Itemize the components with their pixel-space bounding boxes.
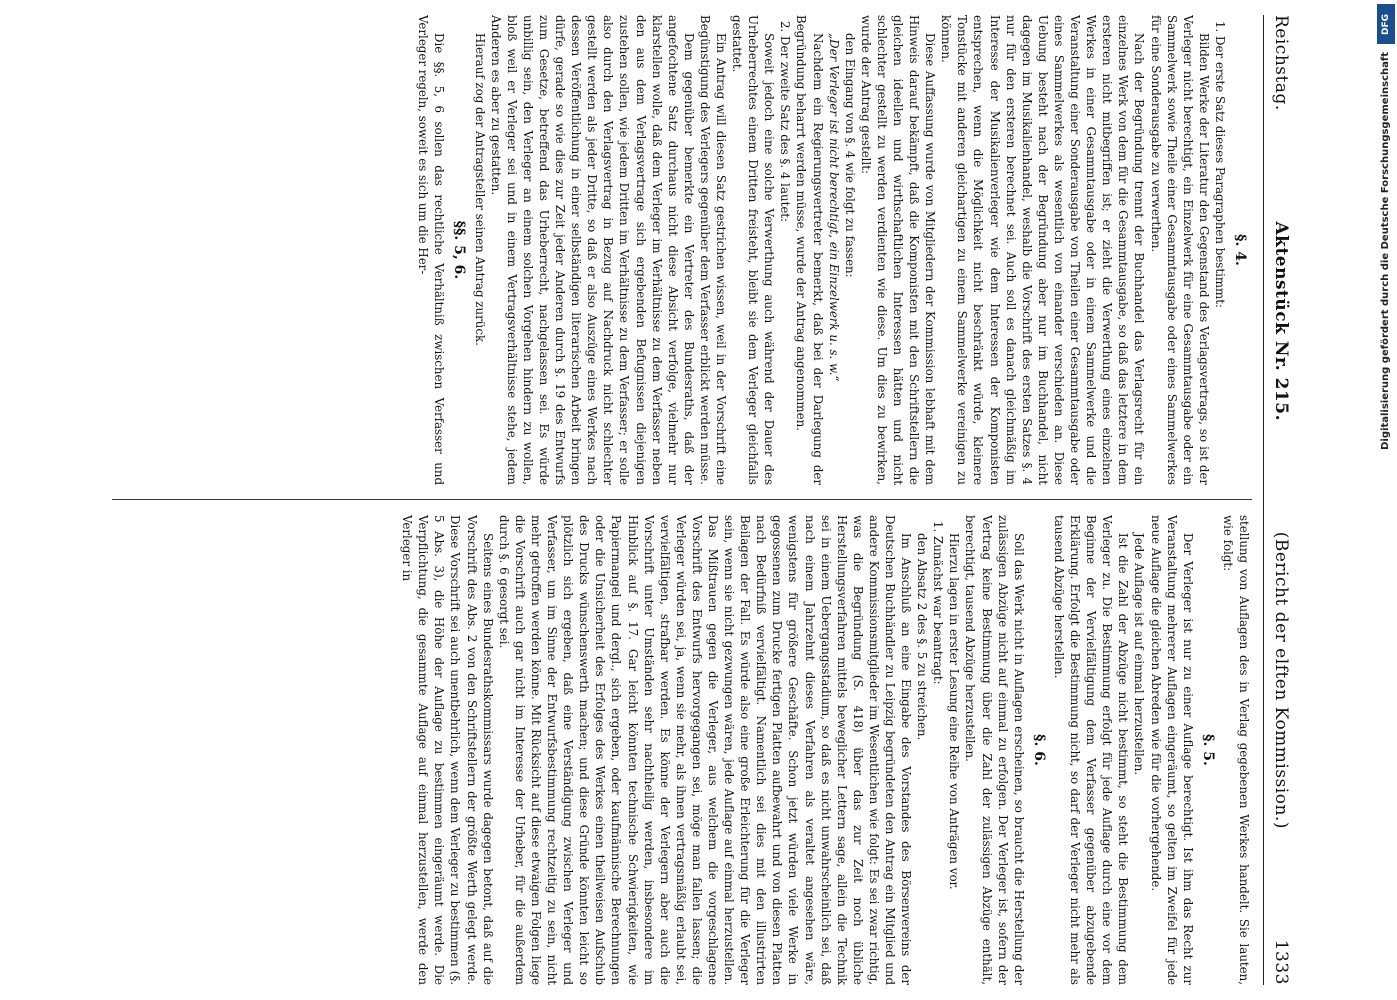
paragraph: Soll das Werk nicht in Auflagen erscheinen, so braucht die Herstellung der zulässigen Abzüge nicht auf einmal zu erfolgen. Der Verleger ist, sofern der Vertrag keine Bestimmung über die Zahl der zulässigen Abzüge enthält, berechtigt, tausend Abzüge herzustellen. bbox=[963, 515, 1026, 985]
text-columns bbox=[112, 15, 1252, 985]
header-document-number: Aktenstück Nr. 215. bbox=[1271, 221, 1291, 421]
quoted-text: „Der Verleger ist nicht berechtigt, ein Einzelwerk u. s. w.“ bbox=[826, 33, 841, 382]
paragraph: Hierauf zog der Antragsteller seinen Antrag zurück. bbox=[472, 33, 487, 346]
paragraph: Bilden Werke der Literatur den Gegenstand des Verlagsvertrags, so ist der Verleger nicht berechtigt, ein Einzelwerk für eine Gesammtausgabe oder ein Sammelwerk sowie Theile einer Gesammtausgabe oder eines Sammelwerkes für eine Sonderausgabe zu verwerthen. bbox=[1148, 15, 1211, 485]
dfg-logo: DFG bbox=[1377, 4, 1395, 44]
header-section-title: (Bericht der elften Kommission.) bbox=[1271, 531, 1291, 829]
paragraph: Nachdem ein Regierungsvertreter bemerkt, daß bei der Darlegung der Begründung beharrt werden müsse, wurde der Antrag angenommen. bbox=[794, 15, 825, 485]
paragraph: Dem gegenüber bemerkte ein Vertreter des Bundesraths, daß der angefochtene Satz durchaus nicht diese Absicht verfolge, vielmehr nur klarstellen wolle, daß dem Verleger im Verhältnisse zu dem Verfasser neben den aus dem Verlagsvertrage sich ergebenden Befugnissen diejenigen zustehen sollen, wie jedem Dritten im Verhältnisse zu dem Verfasser; er solle also durch den Verlagsvertrag in Bezug auf Nachdruck nicht schlechter gestellt werden als jeder Dritte, so daß er also Auszüge eines Werkes nach dessen Veröffentlichung in einer selbständigen literarischen Arbeit bringen dürfe, gerade so wie dies zur Zeit jeder Anderen durch §. 19 des Entwurfs zum Gesetze, betreffend das Urheberrecht, nachgelassen sei. Es würde unbillig sein, den Verleger an einem solchen Vorgehen hindern zu wollen, bloß weil er Verleger sei und in einem Vertragsverhältnisse stehe, jedem Anderen es aber zu gestatten. bbox=[488, 15, 696, 485]
right-column bbox=[112, 515, 1252, 985]
scanned-page bbox=[98, 15, 1298, 985]
paragraph: Seitens eines Bundesrathskommissars wurde dagegen betont, daß auf die Vorschrift des Abs. 2 von den Schriftstellern der größte Werth gelegt werde. Diese Vorschrift sei auch unentbehrlich, wenn dem Verleger zu bestimmen (§. 5 Abs. 3), die Höhe der Auflage zu bestimmen eingeräumt werde. Die Verpflichtung, die gesammte Auflage auf einmal herzustellen, werde den Verleger in bbox=[400, 515, 495, 985]
header-left: Reichstag. bbox=[1271, 15, 1291, 111]
page-header bbox=[1263, 15, 1298, 985]
paragraph: stellung von Auflagen des in Verlag gegebenen Werkes handelt. Sie lauten, wie folgt: bbox=[1220, 515, 1251, 985]
column-divider bbox=[112, 499, 1252, 500]
paragraph: Im Anschluß an eine Eingabe des Vorstandes des Börsenvereins der Deutschen Buchhändler zu Leipzig begründeten den Antrag ein Mitglied und andere Kommissionsmitglieder im Wesentlichen wie folgt: Es sei zwar richtig, was die Begründung (S. 418) über das zur Zeit noch übliche Herstellungsverfahren mittels beweglicher Lettern sage, allein die Technik sei in einem Uebergangsstadium, so daß es nicht unwahrscheinlich sei, daß nach einem Jahrzehnt dieses Verfahren als veraltet angesehen wäre, wenigstens für größere Geschäfte. Schon jetzt würden viele Werke in gegossenen zum Drucke fertigen Platten aufbewahrt und von diesen Platten nach Bedürfniß vervielfältigt. Namentlich sei dies mit den illustrirten Beilagen der Fall. Es würde also eine große Erleichterung für die Verleger sein, wenn sie nicht gezwungen wären, jede Auflage auf einmal herzustellen. Das Mißtrauen gegen die Verleger, aus welchem die vorgeschlagene Vorschrift des Entwurfs hervorgegangen sei, möge man fallen lassen; die Verleger würden sei, ja, wenn sie mehr, als ihnen vertragsmäßig erlaubt sei, vervielfältigen, strafbar werden. Es könne der Verlegern aber auch die Vorschrift unter Umständen sehr nachtheilig werden, insbesondere im Hinblick auf §. 17. Gar leicht könnten technische Schwierigkeiten, wie Papiermangel und dergl., sich ergeben, oder kaufmännische Berechnungen oder die Unsicherheit des Erfolges des Werkes einen theilweisen Aufschub des Drucks wünschenswerth machen; und diese Gründe könnten leicht so plötzlich sich ergeben, daß eine Verständigung zwischen Verleger und Verfasser, um im Sinne der Entwurfsbestimmung rechtzeitig zu sein, nicht mehr getroffen werden könne. Mit Rücksicht auf diese etwaigen Folgen liege die Vorschrift auch gar nicht im Interesse der Urheber, für die außerdem durch §. 6 gesorgt sei. bbox=[496, 515, 914, 985]
paragraph: Ist die Zahl der Abzüge nicht bestimmt, so steht die Bestimmung dem Verleger zu. Die Bestimmung erfolgt für jede Auflage durch eine vor dem Beginne der Vervielfältigung dem Verfasser gegenüber abzugebende Erklärung. Erfolgt die Bestimmung nicht, so darf der Verleger nicht mehr als tausend Abzüge herstellen. bbox=[1051, 515, 1131, 985]
page-number: 1333 bbox=[1271, 939, 1291, 985]
paragraph: Nach der Begründung trennt der Buchhandel das Verlagsrecht für ein einzelnes Werk von dem für die Gesammtausgabe, so daß das letztere in dem ersteren nicht mitbegriffen ist; er zieht die Verwerthung eines einzelnen Werkes in einer Gesammtausgabe oder in einem Sammelwerke und die Veranstaltung einer Sonderausgabe von Theilen einer Gesammtausgabe oder eines Sammelwerkes als wesentlich von einander verschieden an. Diese Uebung besteht nach der Begründung aber nur im Buchhandel, nicht dagegen im Musikalienhandel, weshalb die Vorschrift des ersten Satzes §. 4 nur für den ersteren berechnet sei. Auch soll es danach gleichmäßig im Interesse der Musikalienverleger wie dem Interessen der Komponisten entsprechen, wenn die Möglichkeit nicht beschränkt würde, kleinere Tonstücke mit anderen gleichartigen zu einem Sammelwerke vereinigen zu können. bbox=[939, 15, 1147, 485]
paragraph: Diese Auffassung wurde von Mitgliedern der Kommission lebhaft mit dem Hinweis darauf bekämpft, daß die Komponisten mit den Schriftstellern die gleichen ideellen und wirthschaftlichen Interessen hätten und nicht schlechter gestellt zu werden verdienten wie diese. Um dies zu bewirken, wurde der Antrag gestellt: bbox=[858, 15, 938, 485]
paragraph: 2. Der zweite Satz des §. 4 lautet: bbox=[778, 21, 793, 223]
paragraph: 1. Zunächst war beantragt: bbox=[931, 521, 946, 685]
paragraph: Jede Auflage ist auf einmal herzustellen. bbox=[1132, 533, 1147, 776]
left-column bbox=[112, 15, 1252, 485]
digitization-stamp bbox=[1374, 0, 1397, 1000]
section-heading: §§. 5, 6. bbox=[451, 220, 468, 280]
digitization-notice: Digitalisierung gefördert durch die Deutsche Forschungsgemeinschaft bbox=[1380, 52, 1391, 450]
paragraph: 1. Der erste Satz dieses Paragraphen bestimmt: bbox=[1212, 21, 1227, 308]
section-heading: §. 6. bbox=[1030, 734, 1047, 766]
section-heading: §. 4. bbox=[1232, 234, 1248, 266]
section-heading: §. 5. bbox=[1199, 734, 1216, 766]
paragraph: Der Verleger ist nur zu einer Auflage berechtigt. Ist ihm das Recht zur Veranstaltung mehrerer Auflagen eingeräumt, so gelten im Zweifel für jede neue Auflage die gleichen Abreden wie für die vorhergehende. bbox=[1148, 515, 1195, 985]
paragraph: Soweit jedoch eine solche Verwerthung auch während der Dauer des Urheberrechtes einem Dritten freisteht, bleibt sie dem Verleger gleichfalls gestattet. bbox=[730, 15, 777, 485]
paragraph: Die §§. 5, 6 sollen das rechtliche Verhältniß zwischen Verfasser und Verleger regeln, soweit es sich um die Her- bbox=[416, 15, 447, 485]
paragraph: Hierzu lagen in erster Lesung eine Reihe von Anträgen vor. bbox=[947, 533, 962, 890]
paragraph: den Absatz 2 des §. 5 zu streichen. bbox=[915, 533, 930, 741]
paragraph: Ein Antrag will diesen Satz gestrichen wissen, weil in der Vorschrift eine Begünstigung des Verlegers gegenüber dem Verfasser erblickt werden müsse. bbox=[697, 15, 728, 485]
paragraph: den Eingang von §. 4 wie folgt zu fassen: bbox=[842, 33, 857, 278]
